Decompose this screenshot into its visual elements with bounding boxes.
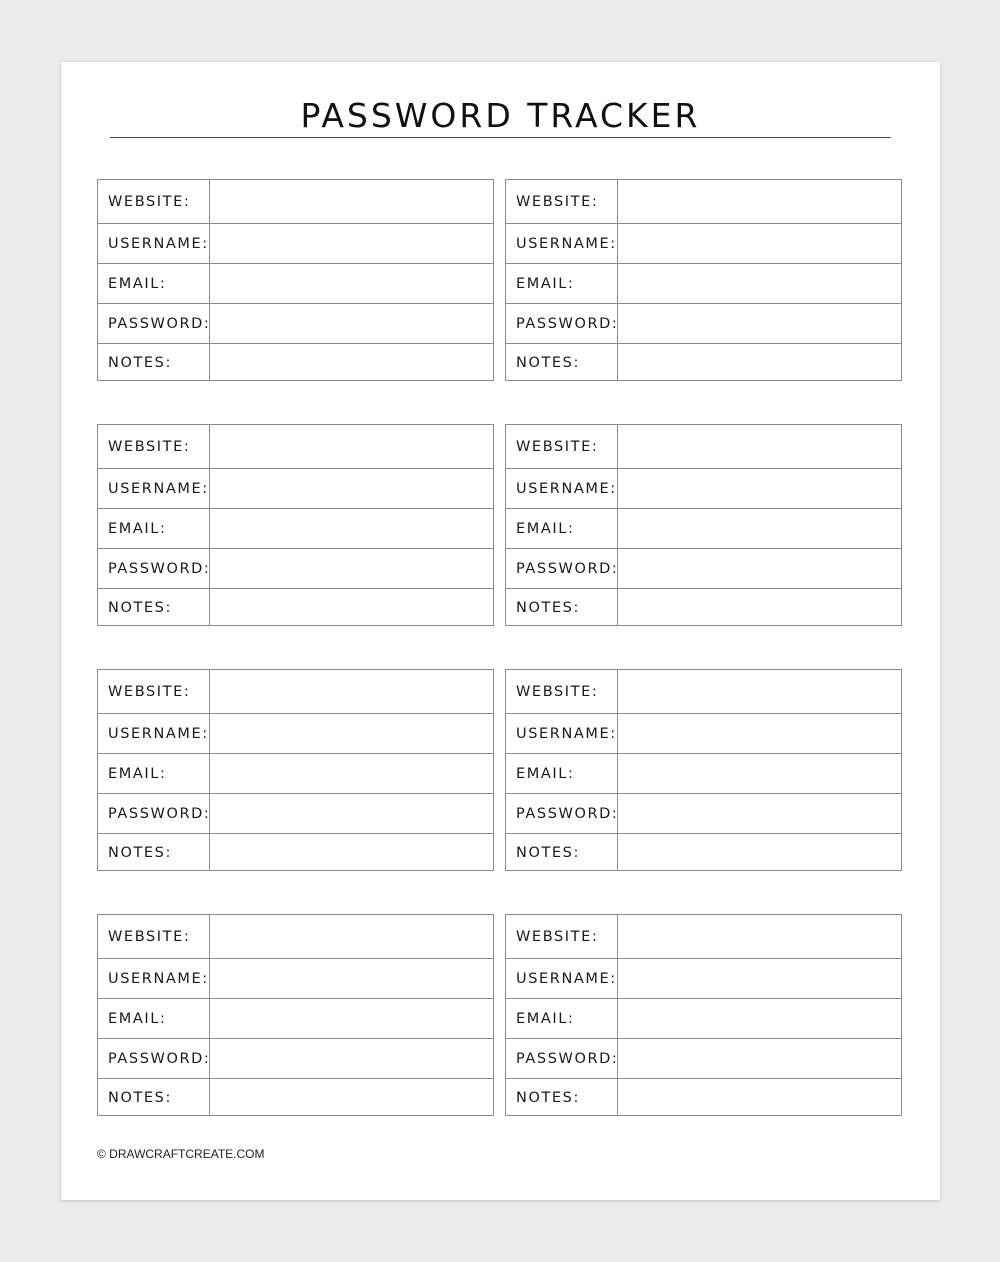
entry-row-website — [506, 180, 901, 223]
website-label: WEBSITE: — [516, 928, 599, 945]
password-label: PASSWORD: — [516, 805, 619, 822]
entry-row-password — [98, 1038, 493, 1078]
username-label: USERNAME: — [108, 480, 209, 497]
entry-row-website — [98, 425, 493, 468]
entry-row-email — [506, 753, 901, 793]
email-label: EMAIL: — [108, 1010, 167, 1027]
email-label: EMAIL: — [108, 520, 167, 537]
notes-label: NOTES: — [516, 845, 580, 861]
entry-row-website — [98, 180, 493, 223]
notes-field[interactable] — [209, 1079, 493, 1117]
password-label: PASSWORD: — [108, 1050, 211, 1067]
notes-label: NOTES: — [516, 600, 580, 616]
entry-row-notes — [506, 343, 901, 382]
password-label: PASSWORD: — [516, 560, 619, 577]
username-label: USERNAME: — [516, 725, 617, 742]
entry-row-username — [506, 223, 901, 263]
entry-row-notes — [98, 1078, 493, 1117]
password-field[interactable] — [617, 794, 901, 833]
entry-row-email — [98, 508, 493, 548]
password-entry-card — [505, 179, 902, 381]
entry-row-password — [98, 548, 493, 588]
password-label: PASSWORD: — [108, 315, 211, 332]
website-label: WEBSITE: — [516, 683, 599, 700]
notes-field[interactable] — [209, 834, 493, 872]
notes-label: NOTES: — [108, 845, 172, 861]
username-field[interactable] — [209, 469, 493, 508]
password-entry-card — [505, 914, 902, 1116]
entry-row-email — [506, 998, 901, 1038]
entry-row-password — [506, 548, 901, 588]
notes-label: NOTES: — [108, 1090, 172, 1106]
email-label: EMAIL: — [516, 1010, 575, 1027]
email-field[interactable] — [209, 264, 493, 303]
notes-field[interactable] — [209, 344, 493, 382]
entry-row-notes — [506, 1078, 901, 1117]
entry-row-username — [98, 958, 493, 998]
website-field[interactable] — [209, 915, 493, 958]
password-entry-card — [505, 424, 902, 626]
entry-row-website — [98, 670, 493, 713]
entry-row-username — [506, 713, 901, 753]
entry-row-username — [506, 958, 901, 998]
username-label: USERNAME: — [516, 480, 617, 497]
password-field[interactable] — [617, 549, 901, 588]
entry-row-notes — [506, 588, 901, 627]
email-label: EMAIL: — [108, 765, 167, 782]
website-label: WEBSITE: — [516, 193, 599, 210]
website-field[interactable] — [617, 180, 901, 223]
entry-row-email — [98, 998, 493, 1038]
title-underline — [110, 137, 891, 138]
notes-label: NOTES: — [108, 355, 172, 371]
password-entry-card — [505, 669, 902, 871]
notes-label: NOTES: — [108, 600, 172, 616]
entry-row-username — [506, 468, 901, 508]
email-field[interactable] — [617, 999, 901, 1038]
page-title: PASSWORD TRACKER — [300, 96, 701, 135]
entry-row-email — [98, 263, 493, 303]
website-label: WEBSITE: — [108, 683, 191, 700]
password-field[interactable] — [209, 304, 493, 343]
email-field[interactable] — [617, 509, 901, 548]
entry-row-password — [506, 1038, 901, 1078]
website-label: WEBSITE: — [108, 928, 191, 945]
email-label: EMAIL: — [516, 765, 575, 782]
username-field[interactable] — [209, 224, 493, 263]
entry-row-email — [98, 753, 493, 793]
website-field[interactable] — [617, 915, 901, 958]
entry-row-website — [506, 670, 901, 713]
password-entry-card — [97, 424, 494, 626]
password-label: PASSWORD: — [108, 805, 211, 822]
website-label: WEBSITE: — [108, 438, 191, 455]
website-label: WEBSITE: — [108, 193, 191, 210]
copyright-footer: © DRAWCRAFTCREATE.COM — [97, 1147, 265, 1161]
notes-field[interactable] — [617, 589, 901, 627]
username-field[interactable] — [617, 959, 901, 998]
notes-field[interactable] — [617, 1079, 901, 1117]
website-field[interactable] — [617, 425, 901, 468]
username-field[interactable] — [209, 714, 493, 753]
website-field[interactable] — [209, 425, 493, 468]
notes-field[interactable] — [209, 589, 493, 627]
password-field[interactable] — [617, 304, 901, 343]
website-field[interactable] — [617, 670, 901, 713]
worksheet-page — [61, 62, 940, 1200]
password-entry-card — [97, 179, 494, 381]
entry-row-notes — [98, 588, 493, 627]
password-entry-card — [97, 669, 494, 871]
email-field[interactable] — [209, 509, 493, 548]
notes-label: NOTES: — [516, 355, 580, 371]
username-field[interactable] — [617, 224, 901, 263]
username-field[interactable] — [617, 714, 901, 753]
password-label: PASSWORD: — [108, 560, 211, 577]
website-label: WEBSITE: — [516, 438, 599, 455]
entry-row-notes — [98, 343, 493, 382]
password-label: PASSWORD: — [516, 1050, 619, 1067]
email-field[interactable] — [617, 264, 901, 303]
email-label: EMAIL: — [516, 520, 575, 537]
username-label: USERNAME: — [516, 970, 617, 987]
notes-label: NOTES: — [516, 1090, 580, 1106]
username-label: USERNAME: — [108, 235, 209, 252]
email-field[interactable] — [617, 754, 901, 793]
username-field[interactable] — [209, 959, 493, 998]
entry-row-email — [506, 263, 901, 303]
password-field[interactable] — [209, 794, 493, 833]
website-field[interactable] — [209, 670, 493, 713]
email-field[interactable] — [209, 754, 493, 793]
password-label: PASSWORD: — [516, 315, 619, 332]
username-label: USERNAME: — [516, 235, 617, 252]
username-label: USERNAME: — [108, 725, 209, 742]
entry-row-username — [98, 468, 493, 508]
password-entry-card — [97, 914, 494, 1116]
entry-row-notes — [506, 833, 901, 872]
entry-row-username — [98, 713, 493, 753]
entry-row-email — [506, 508, 901, 548]
username-label: USERNAME: — [108, 970, 209, 987]
password-field[interactable] — [209, 549, 493, 588]
entry-row-password — [98, 303, 493, 343]
password-field[interactable] — [209, 1039, 493, 1078]
password-field[interactable] — [617, 1039, 901, 1078]
entry-row-password — [506, 793, 901, 833]
entry-row-username — [98, 223, 493, 263]
notes-field[interactable] — [617, 344, 901, 382]
entry-row-notes — [98, 833, 493, 872]
website-field[interactable] — [209, 180, 493, 223]
username-field[interactable] — [617, 469, 901, 508]
entry-row-password — [506, 303, 901, 343]
entry-row-password — [98, 793, 493, 833]
entry-row-website — [98, 915, 493, 958]
notes-field[interactable] — [617, 834, 901, 872]
entry-row-website — [506, 915, 901, 958]
email-field[interactable] — [209, 999, 493, 1038]
email-label: EMAIL: — [108, 275, 167, 292]
entry-row-website — [506, 425, 901, 468]
email-label: EMAIL: — [516, 275, 575, 292]
